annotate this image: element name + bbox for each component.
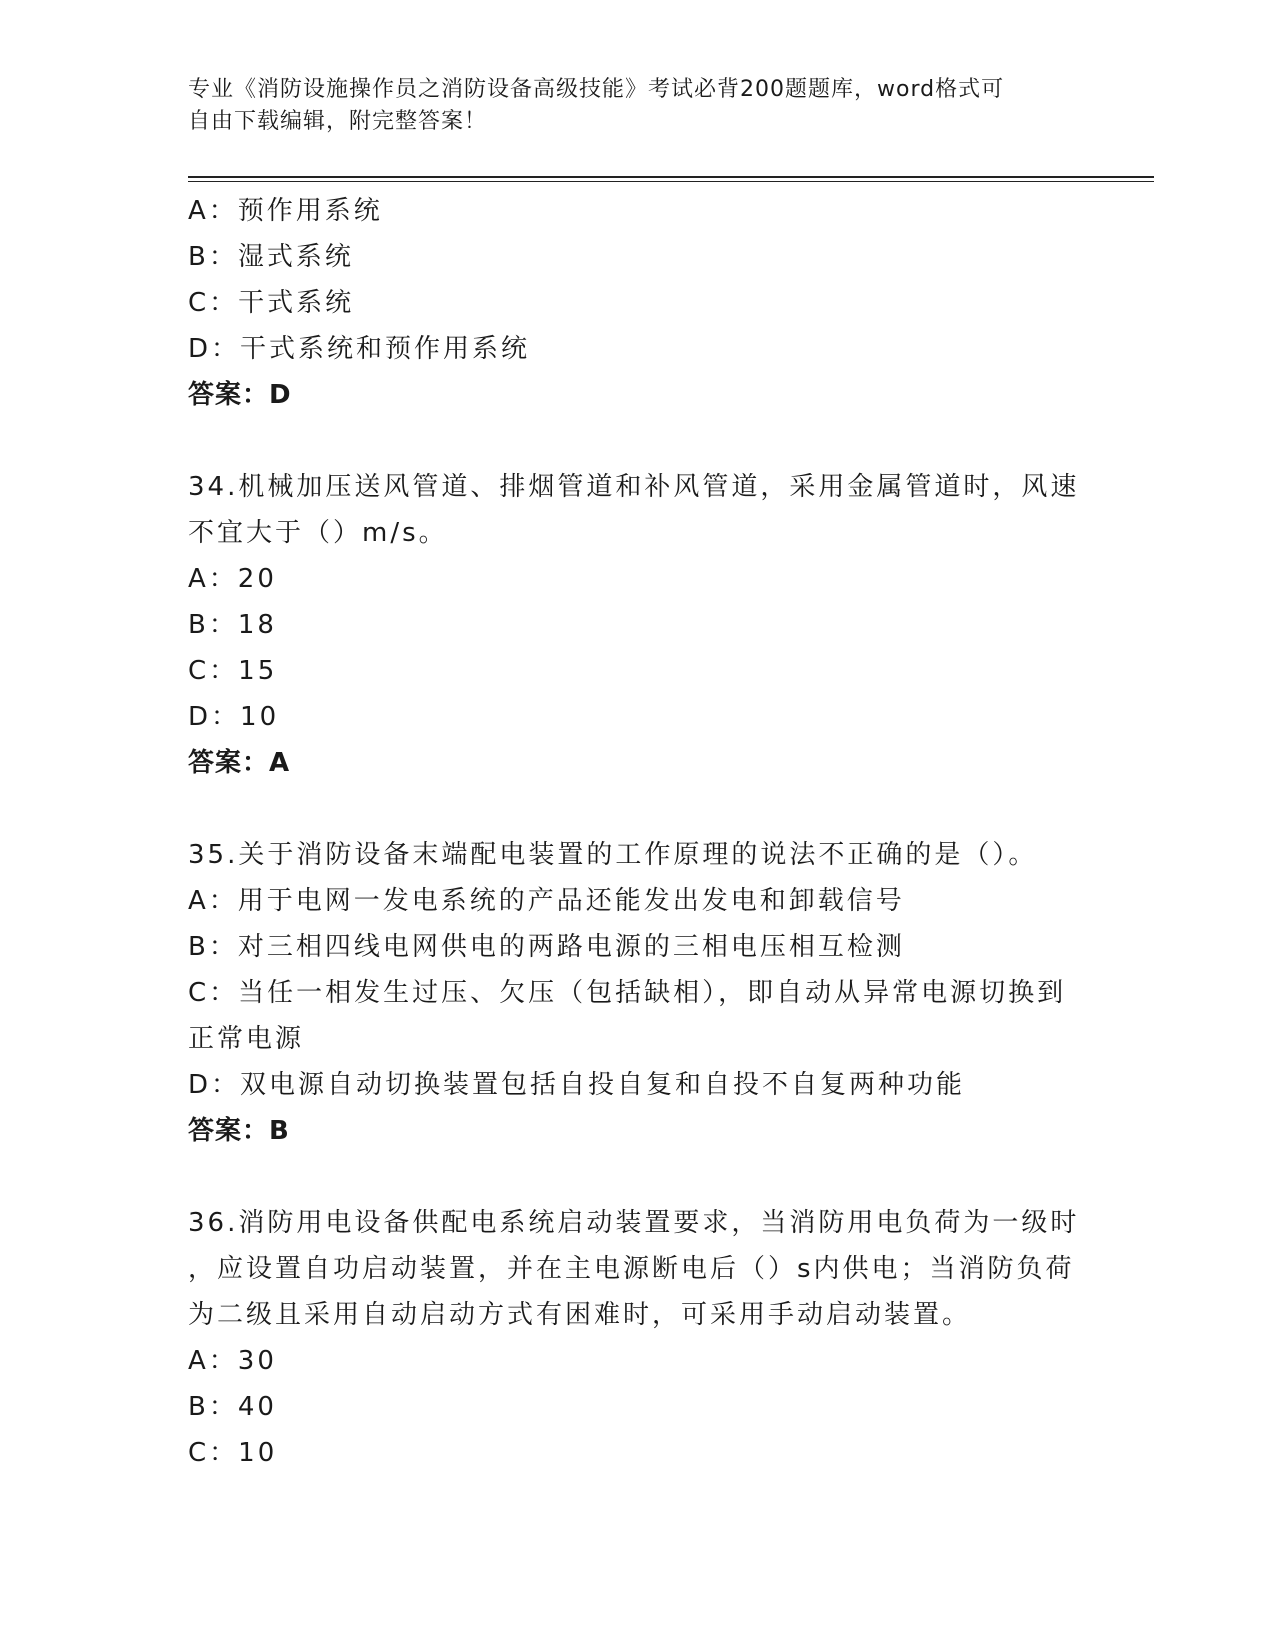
spacer — [188, 418, 1088, 464]
question-35-stem: 35.关于消防设备末端配电装置的工作原理的说法不正确的是（）。 — [188, 840, 1038, 870]
header-divider-thick — [188, 176, 1154, 178]
page-header — [188, 74, 1068, 138]
spacer — [188, 1154, 1088, 1200]
option-c-line-2: 正常电源 — [188, 1024, 305, 1054]
question-35 — [188, 832, 1088, 1154]
option-b: B：18 — [188, 610, 277, 640]
option-c: C：15 — [188, 656, 278, 686]
option-c: C：10 — [188, 1438, 278, 1468]
header-divider-thin — [188, 181, 1154, 182]
question-content — [188, 188, 1088, 1476]
option-d: D：10 — [188, 702, 280, 732]
option-a: A：用于电网一发电系统的产品还能发出发电和卸载信号 — [188, 886, 905, 916]
question-36-stem-line-3: 为二级且采用自动启动方式有困难时，可采用手动启动装置。 — [188, 1300, 972, 1330]
question-34-stem-line-2: 不宜大于（）m/s。 — [188, 518, 448, 548]
option-b: B：40 — [188, 1392, 277, 1422]
question-34 — [188, 464, 1088, 786]
question-36-stem-line-1: 36.消防用电设备供配电系统启动装置要求，当消防用电负荷为一级时 — [188, 1208, 1080, 1238]
question-36-stem-line-2: ，应设置自功启动装置，并在主电源断电后（）s内供电；当消防负荷 — [188, 1254, 1075, 1284]
option-c-line-1: C：当任一相发生过压、欠压（包括缺相），即自动从异常电源切换到 — [188, 978, 1067, 1008]
question-36 — [188, 1200, 1088, 1476]
answer-34: 答案：A — [188, 748, 291, 778]
option-b: B：对三相四线电网供电的两路电源的三相电压相互检测 — [188, 932, 905, 962]
question-33-options — [188, 188, 1088, 418]
option-a: A：20 — [188, 564, 277, 594]
question-34-stem-line-1: 34.机械加压送风管道、排烟管道和补风管道，采用金属管道时，风速 — [188, 472, 1080, 502]
header-line-2: 自由下载编辑，附完整答案！ — [188, 109, 488, 134]
spacer — [188, 786, 1088, 832]
option-d: D：双电源自动切换装置包括自投自复和自投不自复两种功能 — [188, 1070, 966, 1100]
answer-35: 答案：B — [188, 1116, 290, 1146]
header-line-1: 专业《消防设施操作员之消防设备高级技能》考试必背200题题库，word格式可 — [188, 77, 1005, 102]
option-a: A：30 — [188, 1346, 277, 1376]
option-b: B：湿式系统 — [188, 242, 354, 272]
option-c: C：干式系统 — [188, 288, 355, 318]
answer-33: 答案：D — [188, 380, 292, 410]
option-a: A：预作用系统 — [188, 196, 383, 226]
option-d: D：干式系统和预作用系统 — [188, 334, 531, 364]
